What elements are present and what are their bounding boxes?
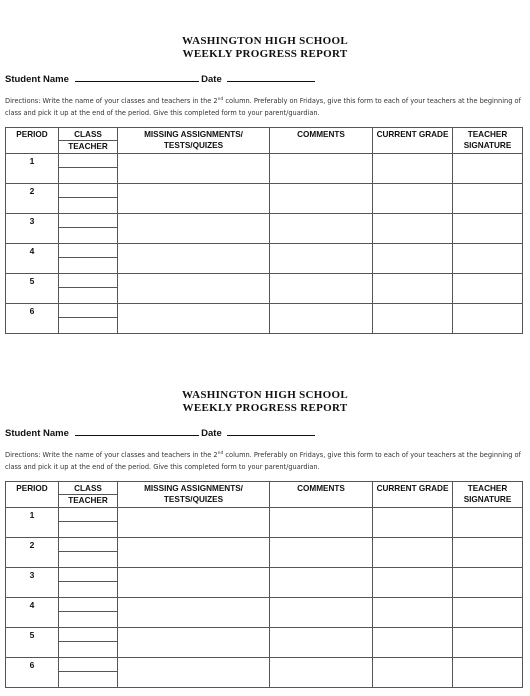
- class-teacher-cell[interactable]: [59, 154, 118, 184]
- period-number: 2: [6, 184, 59, 214]
- date-field[interactable]: [227, 426, 315, 436]
- class-teacher-header: CLASS TEACHER: [59, 482, 118, 508]
- class-line[interactable]: [59, 538, 117, 552]
- missing-assignments-cell[interactable]: [118, 154, 270, 184]
- comments-cell[interactable]: [270, 244, 373, 274]
- missing-assignments-cell[interactable]: [118, 658, 270, 688]
- period-number: 6: [6, 658, 59, 688]
- class-line[interactable]: [59, 214, 117, 228]
- class-line[interactable]: [59, 508, 117, 522]
- student-info-line: [5, 426, 315, 439]
- teacher-signature-header: TEACHER SIGNATURE: [453, 482, 523, 508]
- missing-assignments-cell[interactable]: [118, 628, 270, 658]
- student-info-line: [5, 72, 315, 85]
- table-row: [6, 538, 523, 568]
- current-grade-cell[interactable]: [373, 598, 453, 628]
- current-grade-cell[interactable]: [373, 658, 453, 688]
- table-row: [6, 184, 523, 214]
- missing-assignments-header: MISSING ASSIGNMENTS/ TESTS/QUIZES: [118, 128, 270, 154]
- report-title: WEEKLY PROGRESS REPORT: [182, 402, 348, 414]
- table-row: [6, 598, 523, 628]
- class-line[interactable]: [59, 568, 117, 582]
- current-grade-header: CURRENT GRADE: [373, 128, 453, 154]
- missing-assignments-cell[interactable]: [118, 568, 270, 598]
- period-number: 2: [6, 538, 59, 568]
- teacher-signature-cell[interactable]: [453, 598, 523, 628]
- teacher-signature-cell[interactable]: [453, 214, 523, 244]
- period-number: 3: [6, 214, 59, 244]
- class-teacher-cell[interactable]: [59, 658, 118, 688]
- period-number: 5: [6, 628, 59, 658]
- table-row: [6, 568, 523, 598]
- period-number: 5: [6, 274, 59, 304]
- class-teacher-cell[interactable]: [59, 598, 118, 628]
- teacher-signature-cell[interactable]: [453, 538, 523, 568]
- class-teacher-header: CLASS TEACHER: [59, 128, 118, 154]
- period-number: 3: [6, 568, 59, 598]
- period-number: 1: [6, 154, 59, 184]
- student-name-label: Student Name: [5, 428, 69, 439]
- class-line[interactable]: [59, 244, 117, 258]
- missing-assignments-cell[interactable]: [118, 538, 270, 568]
- missing-assignments-cell[interactable]: [118, 244, 270, 274]
- period-number: 4: [6, 244, 59, 274]
- missing-assignments-cell[interactable]: [118, 508, 270, 538]
- student-name-field[interactable]: [75, 426, 199, 436]
- comments-cell[interactable]: [270, 508, 373, 538]
- comments-cell[interactable]: [270, 214, 373, 244]
- table-row: [6, 214, 523, 244]
- comments-header: COMMENTS: [270, 128, 373, 154]
- report-title: WEEKLY PROGRESS REPORT: [182, 48, 348, 60]
- progress-table: [5, 481, 523, 688]
- current-grade-cell[interactable]: [373, 274, 453, 304]
- missing-assignments-cell[interactable]: [118, 274, 270, 304]
- class-line[interactable]: [59, 184, 117, 198]
- current-grade-cell[interactable]: [373, 628, 453, 658]
- current-grade-cell[interactable]: [373, 538, 453, 568]
- period-number: 4: [6, 598, 59, 628]
- table-row: [6, 274, 523, 304]
- missing-assignments-header: MISSING ASSIGNMENTS/ TESTS/QUIZES: [118, 482, 270, 508]
- current-grade-cell[interactable]: [373, 244, 453, 274]
- class-line[interactable]: [59, 628, 117, 642]
- student-name-field[interactable]: [75, 72, 199, 82]
- missing-assignments-cell[interactable]: [118, 598, 270, 628]
- school-name: WASHINGTON HIGH SCHOOL: [182, 389, 348, 401]
- missing-assignments-cell[interactable]: [118, 214, 270, 244]
- current-grade-cell[interactable]: [373, 568, 453, 598]
- date-field[interactable]: [227, 72, 315, 82]
- comments-cell[interactable]: [270, 154, 373, 184]
- class-teacher-cell[interactable]: [59, 184, 118, 214]
- class-line[interactable]: [59, 658, 117, 672]
- date-label: Date: [201, 74, 222, 85]
- current-grade-cell[interactable]: [373, 214, 453, 244]
- table-row: [6, 244, 523, 274]
- current-grade-cell[interactable]: [373, 304, 453, 334]
- teacher-signature-cell[interactable]: [453, 568, 523, 598]
- class-teacher-cell[interactable]: [59, 304, 118, 334]
- date-label: Date: [201, 428, 222, 439]
- teacher-signature-cell[interactable]: [453, 274, 523, 304]
- teacher-signature-cell[interactable]: [453, 304, 523, 334]
- table-row: [6, 154, 523, 184]
- class-teacher-cell[interactable]: [59, 244, 118, 274]
- comments-cell[interactable]: [270, 304, 373, 334]
- school-name: WASHINGTON HIGH SCHOOL: [182, 35, 348, 47]
- comments-header: COMMENTS: [270, 482, 373, 508]
- missing-assignments-cell[interactable]: [118, 184, 270, 214]
- class-teacher-cell[interactable]: [59, 628, 118, 658]
- period-header: PERIOD: [6, 482, 59, 508]
- comments-cell[interactable]: [270, 658, 373, 688]
- period-header: PERIOD: [6, 128, 59, 154]
- comments-cell[interactable]: [270, 598, 373, 628]
- comments-cell[interactable]: [270, 538, 373, 568]
- table-row: [6, 304, 523, 334]
- table-row: [6, 658, 523, 688]
- current-grade-header: CURRENT GRADE: [373, 482, 453, 508]
- teacher-signature-cell[interactable]: [453, 154, 523, 184]
- table-header-row: [6, 128, 523, 154]
- progress-table: [5, 127, 523, 334]
- teacher-signature-cell[interactable]: [453, 658, 523, 688]
- comments-cell[interactable]: [270, 184, 373, 214]
- period-number: 6: [6, 304, 59, 334]
- table-row: [6, 628, 523, 658]
- class-teacher-cell[interactable]: [59, 568, 118, 598]
- current-grade-cell[interactable]: [373, 508, 453, 538]
- teacher-signature-cell[interactable]: [453, 184, 523, 214]
- teacher-signature-cell[interactable]: [453, 628, 523, 658]
- class-teacher-cell[interactable]: [59, 214, 118, 244]
- teacher-signature-header: TEACHER SIGNATURE: [453, 128, 523, 154]
- period-number: 1: [6, 508, 59, 538]
- student-name-label: Student Name: [5, 74, 69, 85]
- comments-cell[interactable]: [270, 628, 373, 658]
- missing-assignments-cell[interactable]: [118, 304, 270, 334]
- current-grade-cell[interactable]: [373, 184, 453, 214]
- class-line[interactable]: [59, 274, 117, 288]
- directions-text: Directions: Write the name of your classes and teachers in the 2nd column. Preferably on Fridays, give this form to each of your teachers at the beginning of class and pick it up at the end of the period. Give this completed form to your parent/guardian.: [5, 97, 521, 118]
- teacher-signature-cell[interactable]: [453, 508, 523, 538]
- directions-text: Directions: Write the name of your classes and teachers in the 2nd column. Preferably on Fridays, give this form to each of your teachers at the beginning of class and pick it up at the end of the period. Give this completed form to your parent/guardian.: [5, 451, 521, 472]
- class-teacher-cell[interactable]: [59, 274, 118, 304]
- current-grade-cell[interactable]: [373, 154, 453, 184]
- class-line[interactable]: [59, 154, 117, 168]
- class-teacher-cell[interactable]: [59, 508, 118, 538]
- comments-cell[interactable]: [270, 274, 373, 304]
- teacher-signature-cell[interactable]: [453, 244, 523, 274]
- class-line[interactable]: [59, 304, 117, 318]
- comments-cell[interactable]: [270, 568, 373, 598]
- class-line[interactable]: [59, 598, 117, 612]
- table-row: [6, 508, 523, 538]
- table-header-row: [6, 482, 523, 508]
- class-teacher-cell[interactable]: [59, 538, 118, 568]
